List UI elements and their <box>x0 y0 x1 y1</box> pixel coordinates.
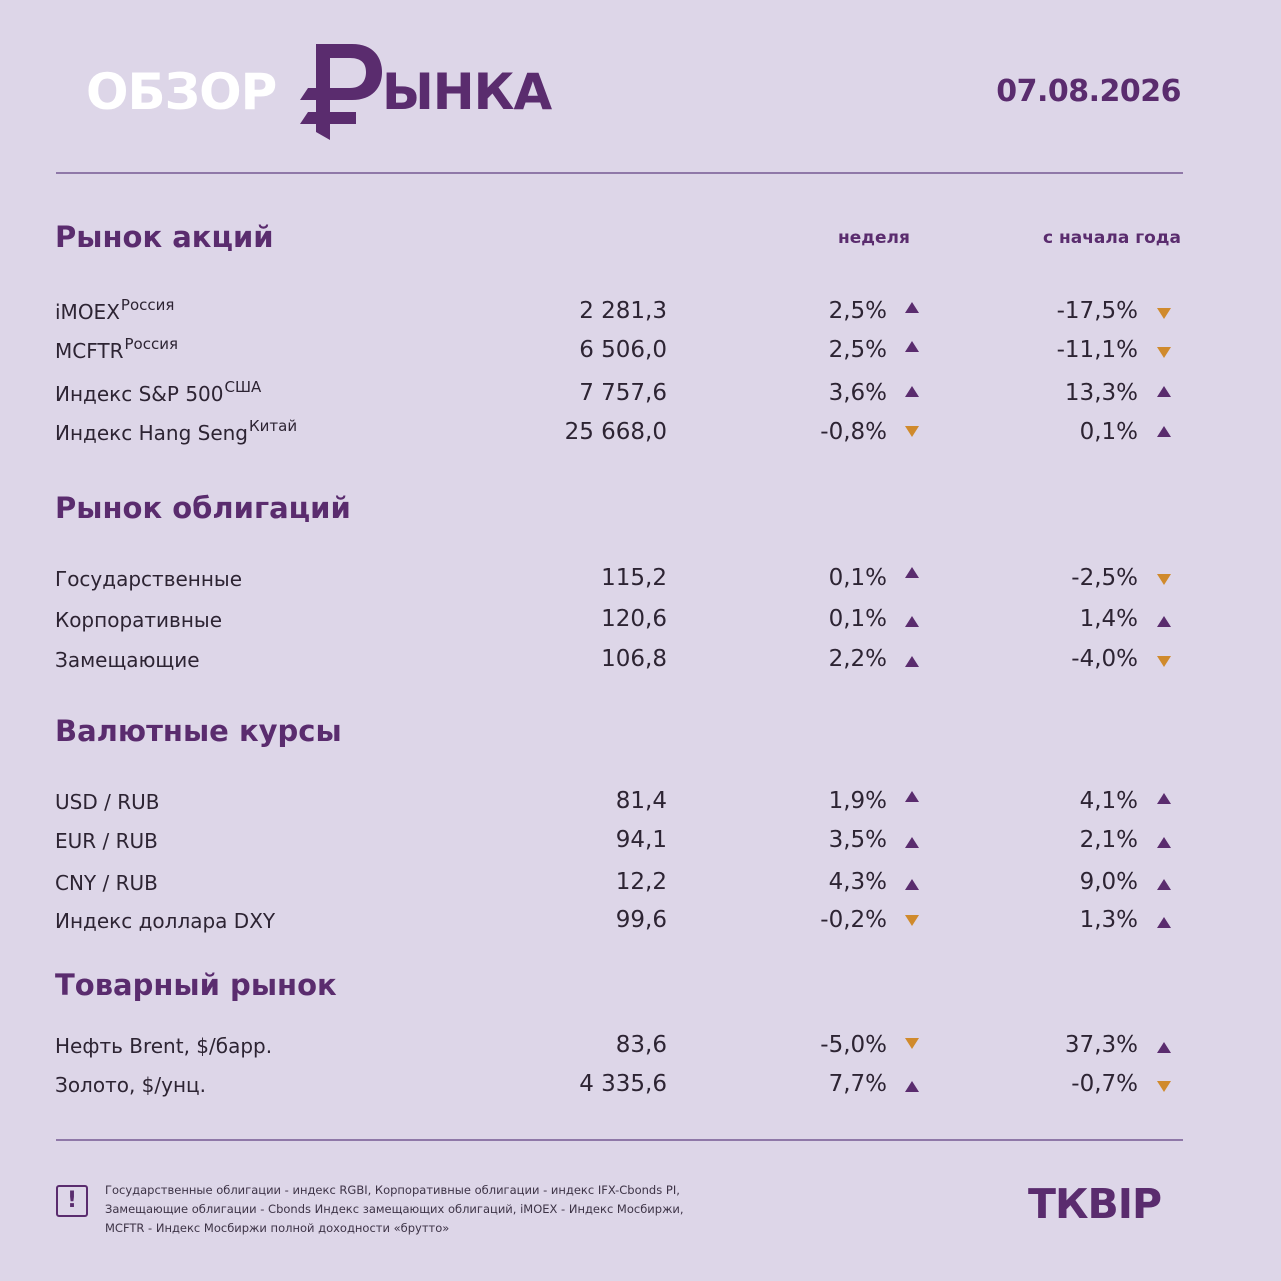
row-name: Золото, $/унц. <box>55 1073 207 1097</box>
row-value: 115,2 <box>601 565 667 591</box>
footnote <box>105 1181 745 1238</box>
row-week-change: 2,2% <box>828 646 887 672</box>
row-ytd-change: 13,3% <box>1064 380 1138 406</box>
footnote-line: Замещающие облигации - Cbonds Индекс замещающих облигаций, iMOEX - Индекс Мосбиржи, <box>105 1202 684 1216</box>
arrow-up-icon <box>905 1081 919 1092</box>
row-week-change: -0,8% <box>820 419 887 445</box>
row-ytd-change: -0,7% <box>1071 1071 1138 1097</box>
arrow-up-icon <box>1157 616 1171 627</box>
row-value: 106,8 <box>601 646 667 672</box>
row-week-change: 0,1% <box>828 606 887 632</box>
table-row <box>0 296 1281 332</box>
arrow-down-icon <box>1157 347 1171 358</box>
table-row <box>0 335 1281 371</box>
arrow-up-icon <box>1157 793 1171 804</box>
brand-logo: ТКВIР <box>1028 1180 1162 1228</box>
table-row <box>0 825 1281 861</box>
row-value: 4 335,6 <box>579 1071 667 1097</box>
row-week-change: -5,0% <box>820 1032 887 1058</box>
table-row <box>0 905 1281 941</box>
divider-top <box>56 172 1183 174</box>
table-row <box>0 786 1281 822</box>
row-name: Замещающие <box>55 648 200 672</box>
row-value: 25 668,0 <box>564 419 667 445</box>
row-ytd-change: -17,5% <box>1056 298 1138 324</box>
row-name: Корпоративные <box>55 608 223 632</box>
column-header-week: неделя <box>838 228 910 248</box>
row-week-change: -0,2% <box>820 907 887 933</box>
row-week-change: 3,5% <box>828 827 887 853</box>
row-ytd-change: 2,1% <box>1079 827 1138 853</box>
row-name: Индекс S&P $500^{США}$ <box>55 378 262 406</box>
table-row <box>0 867 1281 903</box>
row-ytd-change: 1,4% <box>1079 606 1138 632</box>
report-date: 07.08.2026 <box>996 74 1181 109</box>
arrow-up-icon <box>905 567 919 578</box>
row-week-change: 2,5% <box>828 298 887 324</box>
table-row <box>0 604 1281 640</box>
arrow-up-icon <box>1157 917 1171 928</box>
row-value: 12,2 <box>615 869 667 895</box>
section-title-stocks: Рынок акций <box>55 220 274 254</box>
arrow-up-icon <box>905 616 919 627</box>
exclamation-icon: ! <box>56 1185 88 1217</box>
row-week-change: 7,7% <box>828 1071 887 1097</box>
arrow-down-icon <box>1157 1081 1171 1092</box>
row-name: CNY / RUB <box>55 871 158 895</box>
row-name: Нефть Brent, $/барр. <box>55 1034 273 1058</box>
table-row <box>0 644 1281 680</box>
page-title-word1: ОБЗОР <box>86 63 277 121</box>
divider-bottom <box>56 1139 1183 1141</box>
table-row <box>0 563 1281 599</box>
arrow-up-icon <box>905 656 919 667</box>
ruble-icon <box>294 40 386 144</box>
section-title-currency: Валютные курсы <box>55 714 342 748</box>
row-value: 83,6 <box>615 1032 667 1058</box>
row-value: 99,6 <box>615 907 667 933</box>
row-value: 81,4 <box>615 788 667 814</box>
row-name: Индекс Hang Seng$^{Китай}$ <box>55 417 298 445</box>
page-title-word2: ЫНКА <box>382 63 552 121</box>
arrow-down-icon <box>905 915 919 926</box>
arrow-down-icon <box>1157 656 1171 667</box>
row-week-change: 2,5% <box>828 337 887 363</box>
row-value: 6 506,0 <box>579 337 667 363</box>
row-ytd-change: -2,5% <box>1071 565 1138 591</box>
row-ytd-change: 0,1% <box>1079 419 1138 445</box>
row-name: Государственные <box>55 567 243 591</box>
column-header-ytd: с начала года <box>1043 228 1181 248</box>
row-name: iMOEX$^{Россия}$ <box>55 296 175 324</box>
row-value: 2 281,3 <box>579 298 667 324</box>
table-row <box>0 417 1281 453</box>
section-title-commodities: Товарный рынок <box>55 968 337 1002</box>
arrow-up-icon <box>1157 837 1171 848</box>
row-value: 120,6 <box>601 606 667 632</box>
arrow-up-icon <box>905 341 919 352</box>
row-value: 94,1 <box>615 827 667 853</box>
row-region: Китай <box>249 417 298 435</box>
row-region: Россия <box>120 296 175 314</box>
arrow-down-icon <box>905 426 919 437</box>
row-ytd-change: -11,1% <box>1056 337 1138 363</box>
row-week-change: 1,9% <box>828 788 887 814</box>
footnote-line: MCFTR - Индекс Мосбиржи полной доходности «брутто» <box>105 1221 450 1235</box>
header <box>0 0 1281 172</box>
arrow-up-icon <box>905 791 919 802</box>
table-row <box>0 378 1281 414</box>
row-ytd-change: 37,3% <box>1064 1032 1138 1058</box>
row-name: EUR / RUB <box>55 829 158 853</box>
arrow-down-icon <box>1157 308 1171 319</box>
row-ytd-change: 1,3% <box>1079 907 1138 933</box>
row-name: USD / RUB <box>55 790 160 814</box>
row-region: США <box>224 378 262 396</box>
row-name: Индекс доллара DXY <box>55 909 276 933</box>
table-row <box>0 1030 1281 1066</box>
row-name: $MCFTR^{Россия}$ <box>55 335 178 363</box>
table-row <box>0 1069 1281 1105</box>
arrow-up-icon <box>905 386 919 397</box>
section-title-bonds: Рынок облигаций <box>55 491 351 525</box>
row-value: 7 757,6 <box>579 380 667 406</box>
row-week-change: 0,1% <box>828 565 887 591</box>
row-week-change: 3,6% <box>828 380 887 406</box>
row-ytd-change: -4,0% <box>1071 646 1138 672</box>
arrow-down-icon <box>1157 574 1171 585</box>
arrow-up-icon <box>1157 879 1171 890</box>
row-region: Россия <box>124 335 178 353</box>
row-ytd-change: 4,1% <box>1079 788 1138 814</box>
footnote-line: Государственные облигации - индекс RGBI, Корпоративные облигации - индекс IFX-Cbonds PI, <box>105 1183 680 1197</box>
arrow-up-icon <box>1157 386 1171 397</box>
arrow-up-icon <box>1157 426 1171 437</box>
row-ytd-change: 9,0% <box>1079 869 1138 895</box>
row-week-change: 4,3% <box>828 869 887 895</box>
arrow-up-icon <box>1157 1042 1171 1053</box>
arrow-up-icon <box>905 837 919 848</box>
arrow-down-icon <box>905 1038 919 1049</box>
arrow-up-icon <box>905 879 919 890</box>
arrow-up-icon <box>905 302 919 313</box>
